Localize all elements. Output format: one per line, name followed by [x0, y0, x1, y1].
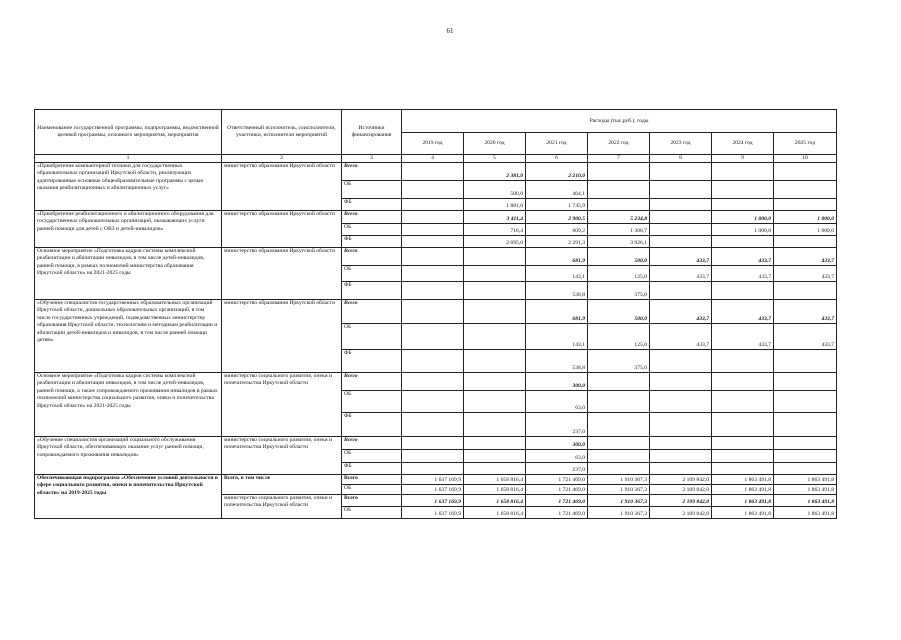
funding-source: ФБ: [342, 236, 402, 248]
expense-value: [774, 199, 837, 211]
column-index: 5: [464, 155, 526, 163]
expense-value: [464, 300, 526, 324]
expense-value: [588, 450, 650, 463]
measure-executor: министерство образования Иркутской области: [222, 300, 342, 373]
expense-value: [402, 300, 464, 324]
expense-value: 433,7: [774, 300, 837, 324]
header-year: 2022 год: [588, 133, 650, 155]
expense-value: [464, 391, 526, 413]
header-year: 2019 год: [402, 133, 464, 155]
expense-value: [588, 199, 650, 211]
expense-value: [774, 450, 837, 463]
expense-value: 716,4: [464, 224, 526, 236]
header-year: 2024 год: [712, 133, 774, 155]
expense-value: 1 637 169,9: [402, 475, 464, 485]
expense-value: 2 291,3: [526, 236, 588, 248]
expense-value: 1 910 367,3: [588, 495, 650, 507]
expense-value: [464, 248, 526, 266]
expense-value: 2 109 842,0: [650, 485, 712, 495]
measure-name: «Приобретение компьютерной техники для государственных образовательных организаций Иркутской области, реализующих адаптированные основные общеобразовательные программы с целью оказания реабилитационных и абилитационных услуг»: [35, 163, 222, 211]
expense-value: 538,8: [526, 350, 588, 373]
expense-value: [650, 236, 712, 248]
expense-value: [774, 373, 837, 391]
expense-value: [588, 437, 650, 450]
measure-executor: министерство образования Иркутской области: [222, 248, 342, 300]
header-year: 2025 год: [774, 133, 837, 155]
expense-value: 1 721 469,0: [526, 475, 588, 485]
column-index: 7: [588, 155, 650, 163]
funding-source: ФБ: [342, 350, 402, 373]
funding-source: ОБ: [342, 507, 402, 519]
expense-value: 1 721 469,0: [526, 507, 588, 519]
funding-source: Всего: [342, 248, 402, 266]
expense-value: 237,0: [526, 413, 588, 437]
expense-value: 1 721 469,0: [526, 495, 588, 507]
expense-value: 433,7: [712, 248, 774, 266]
column-index: 4: [402, 155, 464, 163]
expense-value: [650, 463, 712, 475]
expense-value: 5 234,8: [588, 211, 650, 224]
expense-value: 1 863 491,8: [712, 507, 774, 519]
expense-value: 2 381,0: [464, 163, 526, 181]
expense-value: [464, 266, 526, 282]
column-index: 1: [35, 155, 222, 163]
expense-value: 375,0: [588, 350, 650, 373]
expense-value: 433,7: [650, 324, 712, 350]
expense-value: [402, 373, 464, 391]
expense-value: [712, 181, 774, 199]
expense-value: [774, 463, 837, 475]
expense-value: 300,0: [526, 437, 588, 450]
expense-value: 1 637 169,9: [402, 507, 464, 519]
expense-value: 1 881,0: [464, 199, 526, 211]
expense-value: [402, 391, 464, 413]
expense-value: 433,7: [650, 266, 712, 282]
funding-source: ОБ: [342, 181, 402, 199]
expense-value: [588, 463, 650, 475]
funding-source: ОБ: [342, 266, 402, 282]
column-index: 8: [650, 155, 712, 163]
funding-source: ОБ: [342, 450, 402, 463]
expense-value: [402, 248, 464, 266]
expense-value: [402, 211, 464, 224]
table-row: [35, 248, 837, 266]
expense-value: [464, 437, 526, 450]
expense-value: 433,7: [712, 266, 774, 282]
header-year: 2020 год: [464, 133, 526, 155]
expense-value: 1 863 491,8: [774, 495, 837, 507]
expense-value: 681,9: [526, 248, 588, 266]
expense-value: 1 000,0: [712, 211, 774, 224]
expense-value: 63,0: [526, 450, 588, 463]
expense-value: [774, 236, 837, 248]
expense-value: [588, 163, 650, 181]
expense-value: [464, 413, 526, 437]
expense-value: [774, 163, 837, 181]
expense-value: 2 109 842,0: [650, 507, 712, 519]
column-index: 10: [774, 155, 837, 163]
funding-source: ФБ: [342, 282, 402, 300]
expense-value: [464, 373, 526, 391]
funding-source: Всего: [342, 163, 402, 181]
expense-value: 125,0: [588, 266, 650, 282]
expense-value: 433,7: [650, 300, 712, 324]
expense-value: 1 308,7: [588, 224, 650, 236]
header-source: Источники финансирования: [342, 110, 402, 155]
expense-value: [402, 450, 464, 463]
expense-value: [650, 163, 712, 181]
column-index: 2: [222, 155, 342, 163]
funding-source: ОБ: [342, 324, 402, 350]
expense-value: [712, 199, 774, 211]
expense-value: 1 863 491,8: [774, 475, 837, 485]
expense-value: 1 863 491,8: [774, 507, 837, 519]
expense-value: [402, 199, 464, 211]
expense-value: 1 658 816,4: [464, 475, 526, 485]
expense-value: [650, 437, 712, 450]
expense-value: [774, 350, 837, 373]
expense-value: 2 695,0: [464, 236, 526, 248]
column-index: 6: [526, 155, 588, 163]
funding-source: Всего: [342, 475, 402, 485]
page-number: 61: [446, 27, 454, 35]
expense-value: [464, 350, 526, 373]
column-index: 9: [712, 155, 774, 163]
expense-value: 3 926,1: [588, 236, 650, 248]
funding-source: ФБ: [342, 413, 402, 437]
expense-value: [650, 413, 712, 437]
expense-value: [774, 282, 837, 300]
expense-value: 433,7: [712, 300, 774, 324]
expense-value: 1 910 367,3: [588, 485, 650, 495]
expense-value: 2 210,0: [526, 163, 588, 181]
expense-value: [588, 373, 650, 391]
expense-value: [402, 463, 464, 475]
expense-value: [588, 181, 650, 199]
expense-value: [650, 211, 712, 224]
expense-value: [402, 324, 464, 350]
funding-source: Всего: [342, 300, 402, 324]
expense-value: 433,7: [650, 248, 712, 266]
expense-value: [650, 350, 712, 373]
funding-source: ОБ: [342, 485, 402, 495]
expense-value: [774, 391, 837, 413]
expense-value: 125,0: [588, 324, 650, 350]
table-row: [35, 373, 837, 391]
measure-executor: министерство социального развития, опеки и попечительства Иркутской области: [222, 373, 342, 437]
expense-value: [712, 391, 774, 413]
expense-value: 500,0: [588, 300, 650, 324]
expense-value: [402, 282, 464, 300]
table-row: [35, 300, 837, 324]
expense-value: [402, 181, 464, 199]
expense-value: 433,7: [774, 266, 837, 282]
expense-value: 63,0: [526, 391, 588, 413]
expense-value: 143,1: [526, 324, 588, 350]
expense-value: 1 658 816,4: [464, 485, 526, 495]
expense-value: [712, 163, 774, 181]
measure-name: Основное мероприятие «Подготовка кадров системы комплексной реабилитации и абилитации инвалидов, в том числе детей-инвалидов, ранней помощи, в рамках полномочий министерства образования Иркутской области» на 2021-2025 годы: [35, 248, 222, 300]
expense-value: [650, 373, 712, 391]
funding-source: Всего: [342, 495, 402, 507]
expense-value: 2 109 842,0: [650, 495, 712, 507]
expense-value: [712, 282, 774, 300]
expense-value: [650, 199, 712, 211]
expense-value: [650, 450, 712, 463]
expense-value: [588, 413, 650, 437]
expense-value: 3 411,4: [464, 211, 526, 224]
expense-value: [650, 282, 712, 300]
header-year: 2023 год: [650, 133, 712, 155]
expense-value: 1 658 816,4: [464, 507, 526, 519]
expense-value: [402, 437, 464, 450]
expense-value: [712, 463, 774, 475]
expense-value: [402, 350, 464, 373]
expense-value: 2 900,5: [526, 211, 588, 224]
expense-value: 1 745,9: [526, 199, 588, 211]
expense-value: [712, 413, 774, 437]
header-year: 2021 год: [526, 133, 588, 155]
expense-value: 500,0: [464, 181, 526, 199]
expense-value: [402, 163, 464, 181]
expense-value: 1 721 469,0: [526, 485, 588, 495]
expense-value: 237,0: [526, 463, 588, 475]
expense-value: [650, 181, 712, 199]
expense-value: 2 109 842,0: [650, 475, 712, 485]
expense-value: 1 863 491,8: [712, 475, 774, 485]
expense-value: 433,7: [712, 324, 774, 350]
expense-value: [712, 450, 774, 463]
funding-source: ОБ: [342, 224, 402, 236]
expense-value: 681,9: [526, 300, 588, 324]
header-expenses: Расходы (тыс.руб.), годы: [402, 110, 837, 133]
funding-source: ФБ: [342, 463, 402, 475]
expense-value: [774, 413, 837, 437]
expenses-table: [34, 109, 837, 519]
expense-value: 143,1: [526, 266, 588, 282]
funding-source: Всего: [342, 211, 402, 224]
expense-value: [464, 463, 526, 475]
expense-value: [402, 236, 464, 248]
expense-value: 1 910 367,3: [588, 475, 650, 485]
executor-total: Всего, в том числе: [222, 475, 342, 495]
expense-value: 433,7: [774, 324, 837, 350]
funding-source: ОБ: [342, 391, 402, 413]
expense-value: 300,0: [526, 373, 588, 391]
expense-value: [712, 236, 774, 248]
expense-value: [774, 181, 837, 199]
expense-value: [712, 373, 774, 391]
expense-value: [774, 437, 837, 450]
expense-value: [712, 437, 774, 450]
expense-value: 609,2: [526, 224, 588, 236]
expense-value: [402, 224, 464, 236]
expense-value: 375,0: [588, 282, 650, 300]
expense-value: 1 000,0: [774, 211, 837, 224]
column-index: 3: [342, 155, 402, 163]
header-executor: Ответственный исполнитель, соисполнители, участники, исполнители мероприятий: [222, 110, 342, 155]
measure-name: «Обучение специалистов государственных образовательных организаций Иркутской области, дошкольных образовательных организаций, в том числе государственных учреждений, подведомственных министерству образования Иркутской области, технологиям и методикам реабилитации и абилитации детей-инвалидов и инвалидов, в том числе ранней помощи детям»: [35, 300, 222, 373]
expense-value: 1 910 367,3: [588, 507, 650, 519]
expense-value: [464, 450, 526, 463]
expense-value: 1 637 169,9: [402, 495, 464, 507]
measure-executor: министерство образования Иркутской области: [222, 163, 342, 211]
expense-value: [402, 266, 464, 282]
expense-value: [464, 282, 526, 300]
expense-value: 500,0: [588, 248, 650, 266]
expense-value: 433,7: [774, 248, 837, 266]
expense-value: [588, 391, 650, 413]
funding-source: ФБ: [342, 199, 402, 211]
expense-value: 1 658 816,4: [464, 495, 526, 507]
expense-value: 1 863 491,8: [774, 485, 837, 495]
expense-value: [712, 350, 774, 373]
funding-source: Всего: [342, 373, 402, 391]
expense-value: [402, 413, 464, 437]
funding-source: Всего: [342, 437, 402, 450]
measure-executor: министерство социального развития, опеки и попечительства Иркутской области: [222, 437, 342, 475]
expense-value: 464,1: [526, 181, 588, 199]
expense-value: 1 863 491,8: [712, 485, 774, 495]
measure-name: «Обучение специалистов организаций социального обслуживания Иркутской области, обеспечивающих оказание услуг ранней помощи, сопровождаемого проживания инвалидов»: [35, 437, 222, 475]
measure-executor: министерство образования Иркутской области: [222, 211, 342, 248]
executor-ministry: министерство социального развития, опеки и попечительства Иркутской области: [222, 495, 342, 519]
subprogram-name: Обеспечивающая подпрограмма «Обеспечение условий деятельности в сфере социального развития, опеки и попечительства Иркутской области» на 2019-2025 годы: [35, 475, 222, 519]
expense-value: 1 000,0: [774, 224, 837, 236]
expense-value: [650, 224, 712, 236]
table-row: [35, 437, 837, 450]
expense-value: 1 863 491,8: [712, 495, 774, 507]
expense-value: [650, 391, 712, 413]
header-name: Наименование государственной программы, подпрограммы, ведомственной целевой программы, основного мероприятия, мероприятия: [35, 110, 222, 155]
expense-value: 538,8: [526, 282, 588, 300]
table-row: [35, 211, 837, 224]
measure-name: Основное мероприятие «Подготовка кадров системы комплексной реабилитации и абилитации инвалидов, в том числе детей-инвалидов, ранней помощи, а также сопровождаемого проживания инвалидов в рамках полномочий министерства социального развития, опеки и попечительства Иркутской области» на 2021-2025 годы: [35, 373, 222, 437]
table-row: [35, 163, 837, 181]
table-row: [35, 475, 837, 485]
expense-value: [464, 324, 526, 350]
expense-value: 1 000,0: [712, 224, 774, 236]
expense-value: 1 637 169,9: [402, 485, 464, 495]
measure-name: «Приобретение реабилитационного и абилитационного оборудования для государственных образовательных организаций, оказывающих услуги ранней помощи для детей с ОВЗ и детей-инвалидов»: [35, 211, 222, 248]
